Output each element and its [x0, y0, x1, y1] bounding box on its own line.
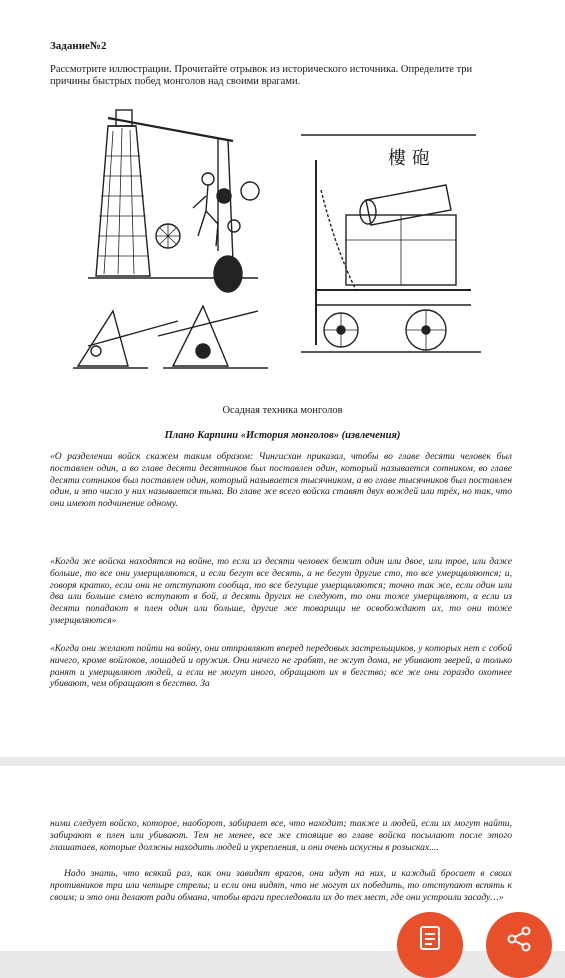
source-paragraph: «Когда же войска находятся на войне, то если из десяти человек бежит один или двое, или трое, или даже больше, то все они умерщвляются, и если бегут все десять, а не бегут другие сто, то все умерщвляются; и, говоря кратко, если они не отступают сообща, то все бегущие умерщвляются; точно так же, если один или два или больше смело вступают в бой, а десять других не следуют, то они тоже умерщвляют, а если из десяти попадают в плен один или больше, другие же товарищи не освобождают их, то они тоже умерщвляются»: [50, 556, 512, 626]
document-menu-button[interactable]: [397, 912, 463, 978]
source-paragraph: «О разделении войск скажем таким образом: Чингисхан приказал, чтобы во главе десяти человек был поставлен один, а во главе десяти десятников был поставлен один, который называется сотником, во главе десяти сотников был поставлен один, который называется тысячником, а во главе тысячников был поставлен один, и это число у них называется тьма. Во главе же всего войска ставят двух вождей или трёх, но так, что они имеют подчинение одному.: [50, 451, 512, 510]
siege-cart-illustration: [296, 130, 484, 380]
trebuchet-illustration: [68, 96, 278, 381]
task-text: Рассмотрите иллюстрации. Прочитайте отрывок из исторического источника. Определите три причины быстрых побед монголов над своими врагами.: [50, 64, 473, 87]
source-paragraph: «Когда они желают пойти на войну, они отправляют вперед передовых застрельщиков, у которых нет с собой ничего, кроме войлоков, лошадей и оружия. Они ничего не грабят, не жгут дома, не убивают зверей, а только ранят и умерщвляют людей, а если не могут иного, обращают их в бегство; все же они гораздо охотнее убивают, чем обращают в бегство. За: [50, 643, 512, 690]
source-title: Плано Карпини «История монголов» (извлечения): [164, 430, 401, 441]
task-title: Задание№2: [50, 40, 107, 52]
share-icon: [506, 926, 532, 952]
svg-text:樓 砲: 樓 砲: [388, 148, 430, 169]
illustration-caption: Осадная техника монголов: [222, 405, 343, 416]
document-list-icon: [419, 926, 441, 950]
source-paragraph: ними следует войско, которое, наоборот, забирает все, что находит; также и людей, если их могут найти, забирают в плен или убивают. Тем не менее, все же стоящие во главе войска посылают после этого глашатаев, которые должны находить людей и укрепления, и они очень искусны в розысках....: [50, 818, 512, 853]
document-page-2: [0, 766, 565, 951]
share-button[interactable]: [486, 912, 552, 978]
source-paragraph: Надо знать, что всякий раз, как они завидят врагов, они идут на них, и каждый бросает в своих противников три или четыре стрелы; и если они видят, что не могут их победить, то отступают вспять к своим; и это они делают ради обмана, чтобы враги преследовали их до тех мест, где они устроили засаду…»: [50, 868, 512, 903]
